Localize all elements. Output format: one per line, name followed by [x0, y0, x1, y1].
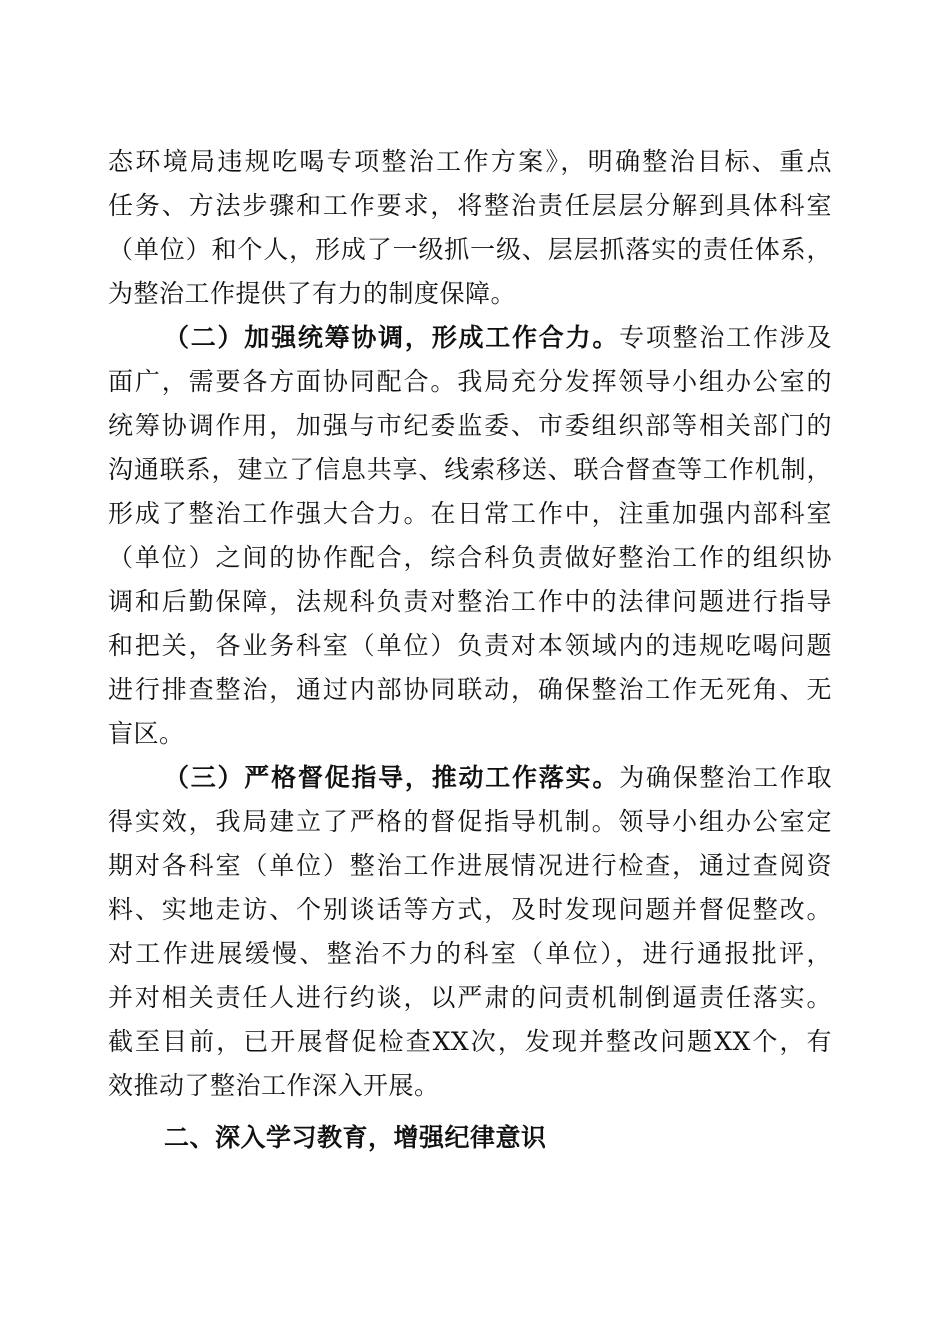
text-line: 面广，需要各方面协同配合。我局充分发挥领导小组办公室的	[108, 367, 832, 396]
text-line: 得实效，我局建立了严格的督促指导机制。领导小组办公室定	[108, 807, 832, 836]
text-line: 任务、方法步骤和工作要求，将整治责任层层分解到具体科室	[108, 191, 832, 220]
text-line: 进行排查整治，通过内部协同联动，确保整治工作无死角、无	[108, 675, 832, 704]
text-line: 对工作进展缓慢、整治不力的科室（单位），进行通报批评，	[108, 939, 832, 968]
paragraph-1	[108, 140, 832, 316]
text-line: 统筹协调作用，加强与市纪委监委、市委组织部等相关部门的	[108, 411, 832, 440]
text-line: 盲区。	[108, 719, 185, 748]
text-line: （单位）之间的协作配合，综合科负责做好整治工作的组织协	[108, 543, 832, 572]
text-line	[108, 756, 832, 800]
text-line: 沟通联系，建立了信息共享、线索移送、联合督查等工作机制，	[108, 455, 832, 484]
text-line: 和把关，各业务科室（单位）负责对本领域内的违规吃喝问题	[108, 631, 832, 660]
subheading-3: （三）严格督促指导，推动工作落实。	[164, 763, 620, 792]
text-line: （单位）和个人，形成了一级抓一级、层层抓落实的责任体系，	[108, 235, 832, 264]
subheading-2: （二）加强统筹协调，形成工作合力。	[164, 323, 620, 352]
text-line: 并对相关责任人进行约谈，以严肃的问责机制倒逼责任落实。	[108, 983, 832, 1012]
text-fragment: 为确保整治工作取	[619, 763, 832, 792]
text-line: 料、实地走访、个别谈话等方式，及时发现问题并督促整改。	[108, 895, 832, 924]
text-line: 态环境局违规吃喝专项整治工作方案》，明确整治目标、重点	[108, 147, 832, 176]
text-line: 调和后勤保障，法规科负责对整治工作中的法律问题进行指导	[108, 587, 832, 616]
text-line: 截至目前，已开展督促检查XX次，发现并整改问题XX个，有	[108, 1027, 832, 1056]
text-line: 为整治工作提供了有力的制度保障。	[108, 279, 517, 308]
section-heading: 二、深入学习教育，增强纪律意识	[164, 1123, 547, 1152]
paragraph-3	[108, 756, 832, 1108]
text-fragment: 专项整治工作涉及	[619, 323, 832, 352]
text-line: 效推动了整治工作深入开展。	[108, 1071, 440, 1100]
document-body	[108, 140, 832, 1160]
paragraph-2	[108, 316, 832, 756]
text-line: 形成了整治工作强大合力。在日常工作中，注重加强内部科室	[108, 499, 832, 528]
text-line: 期对各科室（单位）整治工作进展情况进行检查，通过查阅资	[108, 851, 832, 880]
text-line	[108, 316, 832, 360]
